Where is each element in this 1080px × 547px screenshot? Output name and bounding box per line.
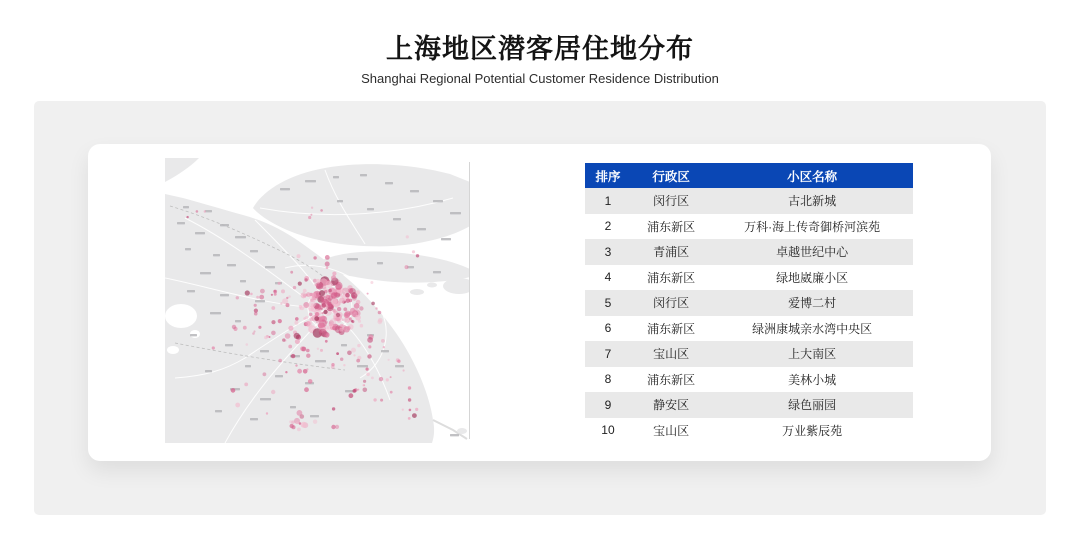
map-lake (167, 346, 179, 354)
col-header-district: 行政区 (631, 163, 711, 188)
cell-district: 青浦区 (653, 245, 690, 260)
cell-rank: 9 (604, 397, 612, 412)
cell-district: 浦东新区 (647, 321, 696, 336)
cell-district: 浦东新区 (647, 270, 696, 285)
cell-rank: 3 (604, 244, 612, 259)
page-title: 上海地区潜客居住地分布 (386, 34, 694, 64)
table-row (585, 341, 913, 367)
map-islet (410, 289, 424, 295)
cell-rank: 6 (604, 321, 612, 336)
table-row (585, 265, 913, 291)
cell-community: 爱博二村 (788, 296, 837, 311)
cell-rank: 1 (604, 193, 612, 208)
cell-community: 美林小城 (788, 372, 837, 387)
map-islet (457, 428, 467, 434)
cell-district: 闵行区 (653, 296, 690, 311)
table-row (585, 367, 913, 393)
table-row (585, 290, 913, 316)
cell-district: 浦东新区 (647, 372, 696, 387)
cell-community: 上大南区 (788, 347, 837, 362)
cell-district: 浦东新区 (647, 219, 696, 234)
map-divider (469, 162, 470, 439)
col-header-rank: 排序 (585, 163, 631, 188)
cell-community: 卓越世纪中心 (776, 245, 849, 260)
ranking-table (585, 163, 913, 443)
cell-community: 万业紫辰苑 (782, 423, 843, 438)
table-row (585, 214, 913, 240)
cell-rank: 5 (604, 295, 612, 310)
shanghai-density-map (165, 158, 470, 443)
cell-community: 绿地崴廉小区 (776, 270, 849, 285)
map-lake-dianshan (165, 304, 197, 328)
col-header-community: 小区名称 (711, 163, 913, 188)
cell-community: 古北新城 (788, 194, 837, 209)
cell-rank: 4 (604, 270, 612, 285)
cell-community: 绿洲康城亲水湾中央区 (752, 321, 873, 336)
cell-community: 绿色丽园 (788, 398, 837, 413)
content-panel (34, 101, 1046, 515)
table-header-row (585, 163, 913, 188)
table-row (585, 188, 913, 214)
cell-district: 宝山区 (653, 347, 690, 362)
map-islet (427, 283, 437, 288)
cell-rank: 10 (601, 423, 615, 438)
table-row (585, 392, 913, 418)
cell-district: 静安区 (653, 398, 690, 413)
content-card (88, 144, 991, 461)
table-row (585, 316, 913, 342)
title-block (0, 0, 1080, 86)
cell-rank: 7 (604, 346, 612, 361)
page-subtitle: Shanghai Regional Potential Customer Residence Distribution (361, 71, 719, 86)
cell-district: 宝山区 (653, 423, 690, 438)
table-row (585, 239, 913, 265)
table-row (585, 418, 913, 444)
cell-rank: 8 (604, 372, 612, 387)
cell-district: 闵行区 (653, 194, 690, 209)
cell-community: 万科·海上传奇御桥河滨苑 (744, 219, 881, 234)
cell-rank: 2 (604, 219, 612, 234)
